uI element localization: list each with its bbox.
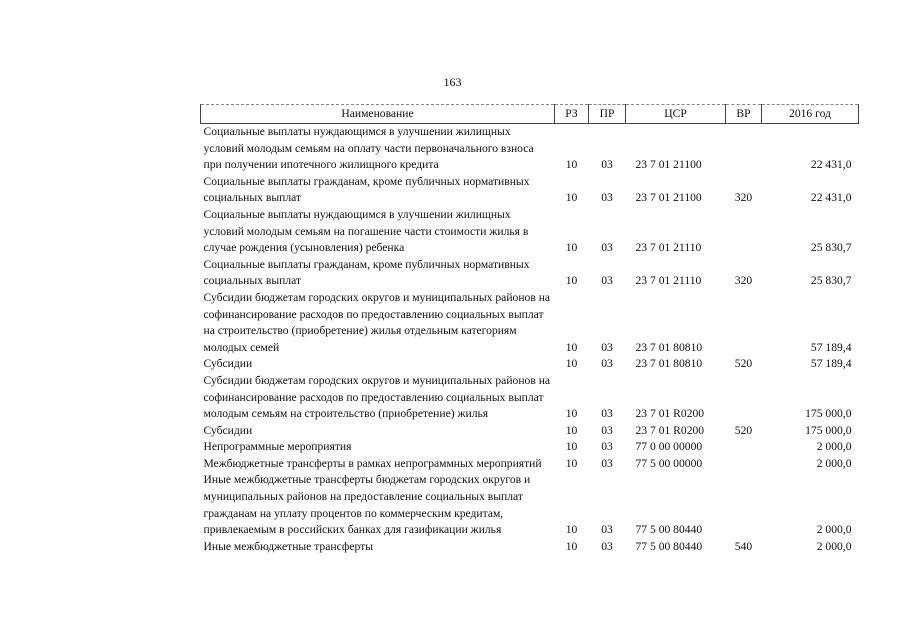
row-name: Социальные выплаты нуждающимся в улучшении жилищных условий молодым семьям на погашение части стоимости жилья в случае рождения (усыновления) ребенка	[203, 207, 529, 255]
table-row	[201, 257, 859, 290]
row-amount: 175 000,0	[805, 407, 852, 421]
row-csr: 77 5 00 00000	[635, 456, 703, 470]
row-name: Субсидии	[203, 423, 253, 437]
row-pr: 03	[601, 158, 613, 172]
row-vr: 520	[734, 357, 753, 371]
row-csr: 23 7 01 80810	[635, 357, 703, 371]
row-pr: 03	[601, 241, 613, 255]
row-name: Социальные выплаты нуждающимся в улучшении жилищных условий молодым семьям на оплату части первоначального взноса при получении ипотечного жилищного кредита	[203, 125, 534, 172]
row-pr: 03	[601, 274, 613, 288]
row-amount: 175 000,0	[805, 423, 852, 437]
row-pr: 03	[601, 191, 613, 205]
row-vr	[726, 439, 762, 456]
row-csr: 23 7 01 R0200	[635, 423, 705, 437]
row-vr	[726, 456, 762, 473]
row-amount: 57 189,4	[810, 357, 852, 371]
row-amount: 22 431,0	[810, 158, 852, 172]
table-row	[201, 373, 859, 423]
table-row	[201, 124, 859, 174]
table-row	[201, 207, 859, 257]
row-amount: 25 830,7	[810, 274, 852, 288]
row-vr: 520	[734, 423, 753, 437]
row-amount: 25 830,7	[810, 241, 852, 255]
row-amount: 2 000,0	[816, 539, 852, 553]
page-number: 163	[443, 75, 462, 89]
table-row	[201, 439, 859, 456]
budget-table	[200, 104, 859, 555]
row-amount: 57 189,4	[810, 340, 852, 354]
row-rz: 10	[565, 440, 578, 454]
row-csr: 23 7 01 R0200	[635, 407, 705, 421]
row-name: Субсидии бюджетам городских округов и муниципальных районов на софинансирование расходов по предоставлению социальных выплат на строительство (приобретение) жилья отдельным категориям молодых семей	[203, 290, 551, 354]
row-name: Субсидии	[203, 357, 253, 371]
row-pr: 03	[601, 456, 613, 470]
table-row	[201, 539, 859, 556]
row-vr	[726, 124, 762, 174]
table-row	[201, 174, 859, 207]
row-vr	[726, 290, 762, 356]
row-csr: 23 7 01 21110	[635, 274, 702, 288]
row-name: Непрограммные мероприятия	[203, 440, 352, 454]
row-pr: 03	[601, 440, 613, 454]
row-csr: 77 0 00 00000	[635, 440, 703, 454]
row-vr	[726, 373, 762, 423]
row-rz: 10	[565, 191, 578, 205]
row-amount: 22 431,0	[810, 191, 852, 205]
row-rz: 10	[565, 523, 578, 537]
header-csr: ЦСР	[626, 105, 726, 124]
row-rz: 10	[565, 423, 578, 437]
row-amount: 2 000,0	[816, 440, 852, 454]
table-header-row	[201, 105, 859, 124]
row-vr: 320	[734, 274, 753, 288]
row-vr	[726, 472, 762, 538]
row-name: Иные межбюджетные трансферты	[203, 539, 374, 553]
row-name: Межбюджетные трансферты в рамках непрограммных мероприятий	[203, 456, 542, 470]
row-pr: 03	[601, 357, 613, 371]
row-csr: 77 5 00 80440	[635, 523, 703, 537]
row-pr: 03	[601, 423, 613, 437]
row-rz: 10	[565, 241, 578, 255]
row-rz: 10	[565, 407, 578, 421]
table-row	[201, 472, 859, 538]
row-csr: 23 7 01 80810	[635, 340, 703, 354]
header-pr: ПР	[589, 105, 626, 124]
row-vr: 320	[734, 191, 753, 205]
row-rz: 10	[565, 357, 578, 371]
table-row	[201, 423, 859, 440]
header-name: Наименование	[201, 105, 555, 124]
header-vr: ВР	[726, 105, 762, 124]
row-amount: 2 000,0	[816, 456, 852, 470]
row-rz: 10	[565, 158, 578, 172]
row-csr: 23 7 01 21100	[635, 158, 702, 172]
row-rz: 10	[565, 274, 578, 288]
row-name: Субсидии бюджетам городских округов и муниципальных районов на софинансирование расходов по предоставлению социальных выплат молодым семьям на строительство (приобретение) жилья	[203, 373, 551, 421]
row-name: Иные межбюджетные трансферты бюджетам городских округов и муниципальных районов на предоставление социальных выплат гражданам на уплату процентов по коммерческим кредитам, привлекаемым в российских банках для газификации жилья	[203, 473, 531, 537]
table-row	[201, 356, 859, 373]
row-pr: 03	[601, 539, 613, 553]
row-name: Социальные выплаты гражданам, кроме публичных нормативных социальных выплат	[203, 174, 530, 205]
table-row	[201, 290, 859, 356]
row-name: Социальные выплаты гражданам, кроме публичных нормативных социальных выплат	[203, 257, 530, 288]
row-vr: 540	[734, 539, 753, 553]
row-rz: 10	[565, 340, 578, 354]
row-pr: 03	[601, 407, 613, 421]
row-rz: 10	[565, 539, 578, 553]
header-rz: РЗ	[555, 105, 589, 124]
row-pr: 03	[601, 523, 613, 537]
row-amount: 2 000,0	[816, 523, 852, 537]
table-row	[201, 456, 859, 473]
row-vr	[726, 207, 762, 257]
row-csr: 77 5 00 80440	[635, 539, 703, 553]
row-rz: 10	[565, 456, 578, 470]
row-csr: 23 7 01 21110	[635, 241, 702, 255]
row-csr: 23 7 01 21100	[635, 191, 702, 205]
row-pr: 03	[601, 340, 613, 354]
header-amount: 2016 год	[762, 105, 859, 124]
